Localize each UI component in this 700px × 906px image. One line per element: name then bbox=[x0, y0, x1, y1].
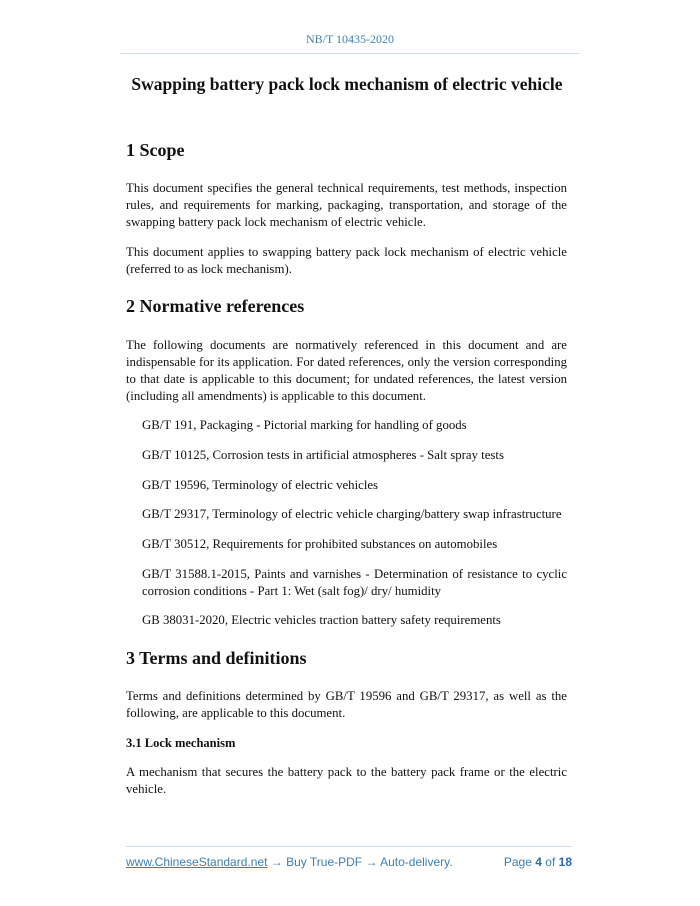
section-heading-normative-references: 2 Normative references bbox=[126, 296, 305, 316]
definition-paragraph: A mechanism that secures the battery pack to the battery pack frame or the electric vehicle. bbox=[126, 765, 567, 796]
paragraph: The following documents are normatively referenced in this document and are indispensable for its application. For dated references, only the version corresponding to that date is applicable to this document; for undated references, the latest version (including all amendments) is applicable to this document. bbox=[126, 338, 567, 403]
paragraph: Terms and definitions determined by GB/T 19596 and GB/T 29317, as well as the following, are applicable to this document. bbox=[126, 689, 567, 720]
reference-item: GB/T 31588.1-2015, Paints and varnishes - Determination of resistance to cyclic corrosion conditions - Part 1: Wet (salt fog)/ dry/ humidity bbox=[142, 567, 567, 598]
of-label: of bbox=[545, 855, 556, 869]
reference-item: GB 38031-2020, Electric vehicles traction battery safety requirements bbox=[142, 613, 501, 627]
reference-item: GB/T 29317, Terminology of electric vehicle charging/battery swap infrastructure bbox=[142, 507, 562, 521]
section-heading-terms-definitions: 3 Terms and definitions bbox=[126, 648, 307, 668]
header-divider bbox=[120, 53, 580, 54]
reference-item: GB/T 19596, Terminology of electric vehicles bbox=[142, 478, 379, 492]
footer-divider bbox=[126, 846, 572, 847]
page-label: Page bbox=[503, 855, 532, 869]
section-heading-scope: 1 Scope bbox=[126, 140, 185, 160]
page-indicator bbox=[504, 855, 572, 869]
document-title: Swapping battery pack lock mechanism of electric vehicle bbox=[131, 74, 563, 94]
paragraph: This document applies to swapping battery pack lock mechanism of electric vehicle (referred to as lock mechanism). bbox=[126, 245, 567, 276]
page-total: 18 bbox=[558, 855, 572, 869]
footer-text: → Buy True-PDF → Auto-delivery. bbox=[267, 855, 453, 869]
reference-item: GB/T 10125, Corrosion tests in artificial atmospheres - Salt spray tests bbox=[142, 448, 504, 462]
reference-item: GB/T 30512, Requirements for prohibited substances on automobiles bbox=[142, 537, 498, 551]
footer bbox=[126, 855, 572, 869]
website-link[interactable]: www.ChineseStandard.net bbox=[126, 855, 268, 869]
subsection-heading: 3.1 Lock mechanism bbox=[126, 736, 236, 750]
header-doc-code: NB/T 10435-2020 bbox=[305, 32, 395, 46]
reference-item: GB/T 191, Packaging - Pictorial marking for handling of goods bbox=[142, 418, 467, 432]
page-number: 4 bbox=[535, 855, 542, 869]
paragraph: This document specifies the general technical requirements, test methods, inspection rules, and requirements for marking, packaging, transportation, and storage of the swapping battery pack lock mechanism of electric vehicle. bbox=[126, 181, 567, 229]
